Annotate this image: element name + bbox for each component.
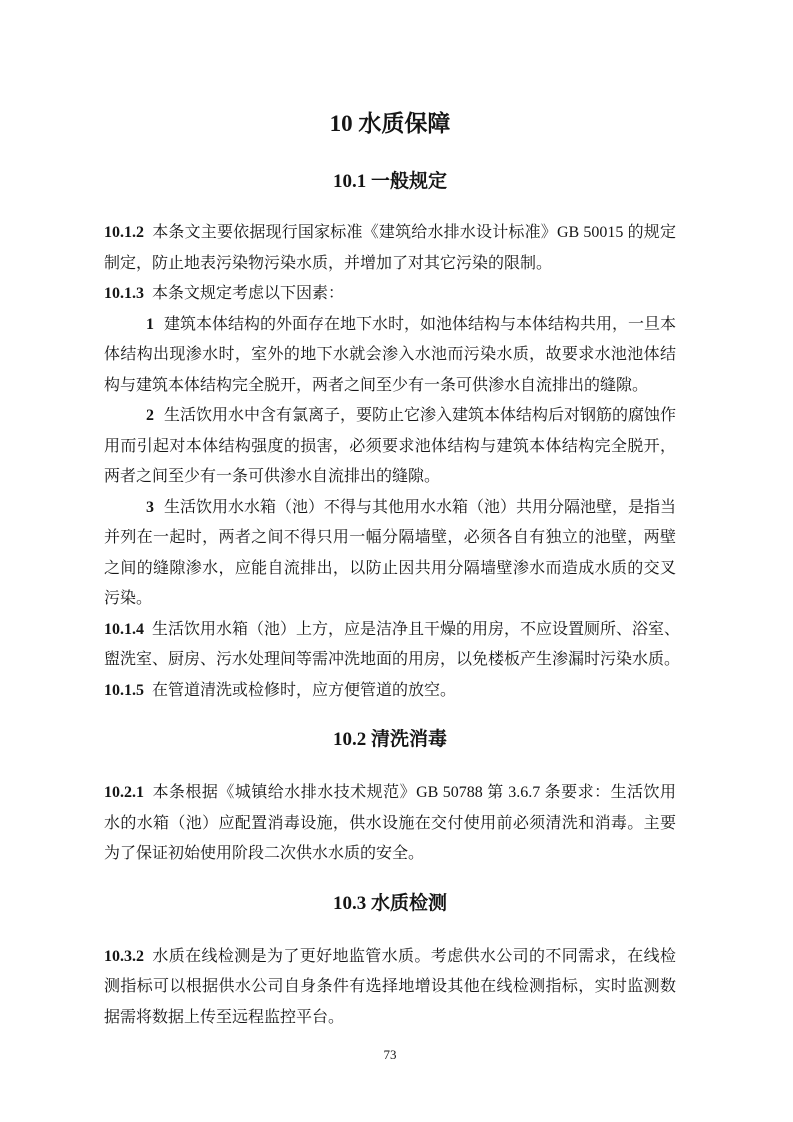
clause-10-2-1 xyxy=(104,778,676,870)
clause-10-1-2 xyxy=(104,218,676,279)
paragraph-line xyxy=(104,615,681,646)
item-number: 2 xyxy=(146,407,154,424)
paragraph-text: 水质在线检测是为了更好地监管水质。考虑供水公司的不同需求，在线检 xyxy=(152,947,676,965)
list-item-3 xyxy=(104,493,676,615)
clause-label: 10.3.2 xyxy=(104,947,144,965)
item-number: 1 xyxy=(146,315,154,333)
clause-label: 10.1.3 xyxy=(104,285,144,302)
paragraph-line xyxy=(104,942,676,973)
chapter-title: 10 水质保障 xyxy=(329,111,451,136)
paragraph-text: 生活饮用水中含有氯离子，要防止它渗入建筑本体结构后对钢筋的腐蚀作 xyxy=(164,407,677,424)
paragraph-line xyxy=(104,218,676,249)
paragraph-line: 两者之间至少有一条可供渗水自流排出的缝隙。 xyxy=(104,468,441,485)
clause-label: 10.1.2 xyxy=(104,224,144,241)
paragraph-line: 用而引起对本体结构强度的损害，必须要求池体结构与建筑本体结构完全脱开， xyxy=(104,437,676,455)
paragraph-text: 本条文规定考虑以下因素： xyxy=(152,285,345,302)
paragraph-text: 生活饮用水水箱（池）不得与其他用水水箱（池）共用分隔池壁，是指当 xyxy=(164,498,677,516)
paragraph-line xyxy=(104,778,676,809)
paragraph-text: 建筑本体结构的外面存在地下水时，如池体结构与本体结构共用，一旦本 xyxy=(164,315,677,333)
item-number: 3 xyxy=(146,498,154,516)
clause-label: 10.1.5 xyxy=(104,681,144,699)
paragraph-text: 在管道清洗或检修时，应方便管道的放空。 xyxy=(152,681,457,699)
clause-10-1-4 xyxy=(104,615,681,676)
paragraph-line: 为了保证初始使用阶段二次供水水质的安全。 xyxy=(104,845,425,862)
paragraph-line: 污染。 xyxy=(104,590,153,607)
paragraph-line: 据需将数据上传至远程监控平台。 xyxy=(104,1008,345,1026)
paragraph-line xyxy=(104,401,676,432)
paragraph-line: 测指标可以根据供水公司自身条件有选择地增设其他在线检测指标，实时监测数 xyxy=(104,978,676,995)
list-item-1 xyxy=(104,310,676,402)
clause-label: 10.2.1 xyxy=(104,784,144,801)
paragraph-line: 之间的缝隙渗水，应能自流排出，以防止因共用分隔墙壁渗水而造成水质的交叉 xyxy=(104,559,676,577)
paragraph-text: 生活饮用水箱（池）上方，应是洁净且干燥的用房，不应设置厕所、浴室、 xyxy=(152,620,681,638)
clause-10-3-2 xyxy=(104,942,676,1034)
section-heading-10-1: 10.1 一般规定 xyxy=(332,171,447,192)
clause-label: 10.1.4 xyxy=(104,620,144,638)
paragraph-line: 盥洗室、厨房、污水处理间等需冲洗地面的用房，以免楼板产生渗漏时污染水质。 xyxy=(104,651,681,668)
clause-10-1-3 xyxy=(104,279,676,310)
section-heading-10-2: 10.2 清洗消毒 xyxy=(332,729,447,750)
paragraph-line: 制定，防止地表污染物污染水质，并增加了对其它污染的限制。 xyxy=(104,254,553,272)
list-item-2 xyxy=(104,401,676,493)
paragraph-line xyxy=(104,676,676,707)
paragraph-line xyxy=(104,279,676,310)
paragraph-line: 体结构出现渗水时，室外的地下水就会渗入水池而污染水质，故要求水池池体结 xyxy=(104,346,676,363)
paragraph-text: 本条文主要依据现行国家标准《建筑给水排水设计标准》GB 50015 的规定 xyxy=(152,224,676,241)
paragraph-text: 本条根据《城镇给水排水技术规范》GB 50788 第 3.6.7 条要求：生活饮用 xyxy=(152,784,676,801)
paragraph-line: 并列在一起时，两者之间不得只用一幅分隔墙壁，必须各自有独立的池壁，两壁 xyxy=(104,529,676,546)
page-number: 73 xyxy=(383,1047,397,1062)
clause-10-1-5 xyxy=(104,676,676,707)
paragraph-line: 水的水箱（池）应配置消毒设施，供水设施在交付使用前必须清洗和消毒。主要 xyxy=(104,814,676,832)
paragraph-line xyxy=(104,310,676,341)
paragraph-line xyxy=(104,493,676,524)
paragraph-line: 构与建筑本体结构完全脱开，两者之间至少有一条可供渗水自流排出的缝隙。 xyxy=(104,376,649,394)
section-heading-10-3: 10.3 水质检测 xyxy=(332,892,447,914)
